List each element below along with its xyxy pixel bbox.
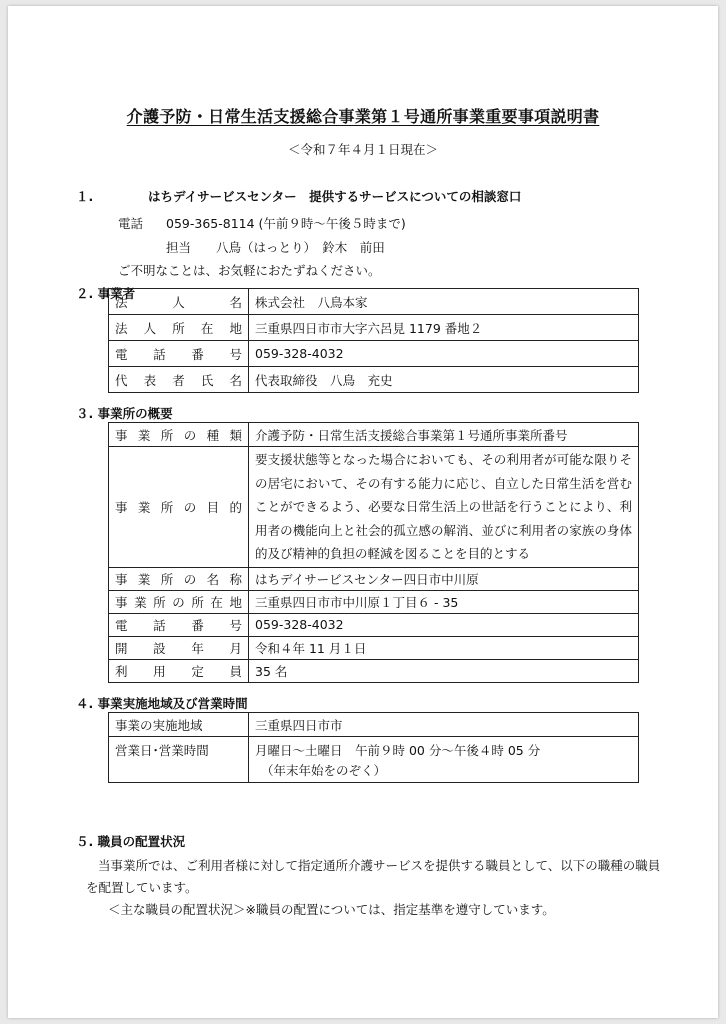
hours-line: （年末年始をのぞく） [261,763,387,778]
section4-heading: ４. 事業実施地域及び営業時間 [76,696,248,711]
purpose-line: 要支援状態等となった場合においても、その利用者が可能な限りそ [255,452,632,467]
hours-line: 月曜日～土曜日 午前９時 00 分～午後４時 05 分 [255,743,541,758]
company-value: 代表取締役 八鳥 充史 [249,367,639,393]
table-row [109,659,639,682]
facility-purpose-label: 事業所の目的 [109,447,249,568]
facility-label: 利用定員 [109,659,249,682]
company-label: 法人名 [109,289,249,315]
purpose-line: 用者の機能向上と社会的孤立感の解消、並びに利用者の家族の身体 [255,522,632,538]
hours-value [249,737,639,783]
staff-paragraph-line: を配置しています。 [86,880,198,895]
facility-value: はちデイサービスセンター四日市中川原 [249,567,639,590]
company-label: 電話番号 [109,341,249,367]
company-value: 三重県四日市市大字六呂見 1179 番地２ [249,315,639,341]
table-row [109,737,639,783]
facility-value: 059-328-4032 [249,613,639,636]
purpose-line: 的及び精神的負担の軽減を図ることを目的とする [255,546,531,561]
table-row [109,315,639,341]
section3-heading: ３. 事業所の概要 [76,406,173,421]
area-value: 三重県四日市市 [249,713,639,737]
table-row [109,567,639,590]
facility-type-label: 事業所の種類 [109,423,249,447]
facility-label: 開設年月 [109,636,249,659]
facility-label: 電話番号 [109,613,249,636]
company-label: 法人所在地 [109,315,249,341]
facility-value: 三重県四日市市中川原１丁目６ - 35 [249,590,639,613]
contact-phone: 059-365-8114 (午前９時～午後５時まで) [166,216,406,231]
table-row [109,590,639,613]
company-value: 059-328-4032 [249,341,639,367]
table-row [109,713,639,737]
table-row [109,341,639,367]
table-row [109,367,639,393]
contact-note: ご不明なことは、お気軽におたずねください。 [118,263,381,278]
table-row [109,289,639,315]
operation-table [108,712,639,783]
facility-value: 令和４年 11 月１日 [249,636,639,659]
table-row [109,447,639,568]
table-row [109,636,639,659]
contact-staff-label: 担当 [166,240,192,255]
table-row [109,613,639,636]
company-label: 代表者氏名 [109,367,249,393]
contact-phone-label: 電話 [118,216,144,231]
date-note: ＜令和７年４月１日現在＞ [287,142,438,157]
facility-value: 35 名 [249,659,639,682]
document-title: 介護予防・日常生活支援総合事業第１号通所事業重要事項説明書 [126,107,600,126]
purpose-line: の居宅において、その有する能力に応じ、自立した日常生活を営む [255,475,632,491]
purpose-line: ことができるよう、必要な日常生活上の世話を行うことにより、利 [255,499,632,514]
table-row [109,423,639,447]
company-value: 株式会社 八鳥本家 [249,289,639,315]
facility-label: 事業所の名称 [109,567,249,590]
facility-table [108,422,639,683]
hours-label: 営業日･営業時間 [109,737,249,783]
staff-paragraph-line: 当事業所では、ご利用者様に対して指定通所介護サービスを提供する職員として、以下の職種の職員 [98,858,661,873]
document-page [8,6,718,1018]
facility-label: 事業所の所在地 [109,590,249,613]
staff-note: ＜主な職員の配置状況＞※職員の配置については、指定基準を遵守しています。 [108,902,555,917]
facility-type-value: 介護予防・日常生活支援総合事業第１号通所事業所番号 [249,423,639,447]
area-label: 事業の実施地域 [109,713,249,737]
section5-heading: ５. 職員の配置状況 [76,834,186,849]
section1-heading: はちデイサービスセンター 提供するサービスについての相談窓口 [148,189,522,204]
section1-number: １. [76,189,94,204]
company-table [108,288,639,393]
section2-heading: ２. 事業者 [76,286,136,301]
facility-purpose-value [249,447,639,568]
contact-staff: 八鳥（はっとり） 鈴木 前田 [216,240,385,255]
